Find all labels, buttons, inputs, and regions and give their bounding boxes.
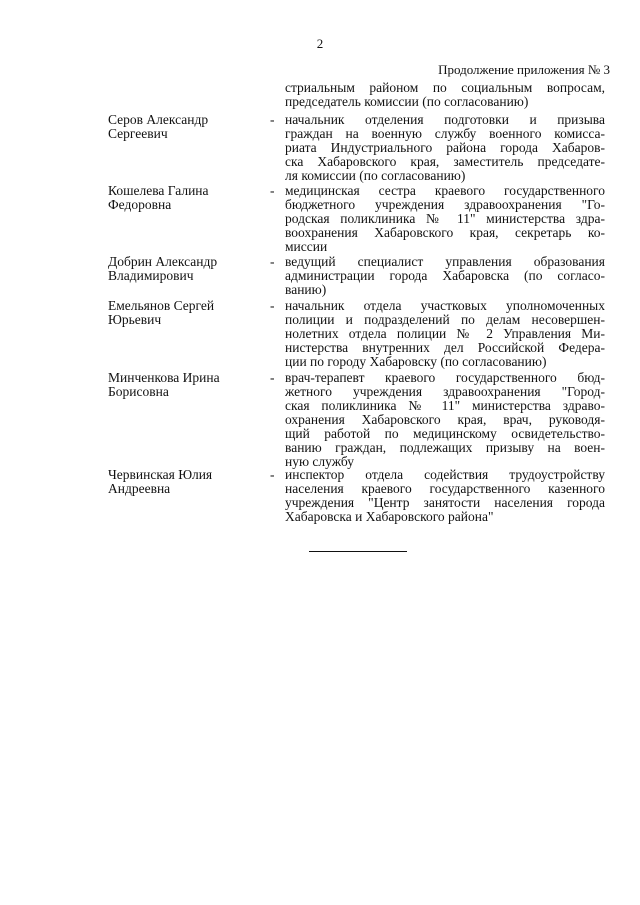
member-position-line: ванию) (285, 282, 327, 297)
member-position-line: ции по городу Хабаровску (по согласованию) (285, 354, 547, 369)
member-name-line: Кошелева Галина (108, 183, 209, 198)
member-position-line: ская поликлиника № 11" министерства здраво- (285, 398, 605, 413)
member-position-line: полиции и подразделений по делам несовершен- (285, 312, 605, 327)
member-position-line: ведущий специалист управления образования (285, 254, 605, 269)
dash-separator: - (270, 298, 275, 313)
member-name-line: Червинская Юлия (108, 467, 213, 482)
member-position-line: бюджетного учреждения здравоохранения "Го- (285, 197, 605, 212)
member-name-line: Серов Александр (108, 112, 209, 127)
member-name-line: Федоровна (108, 197, 172, 212)
continuation-title: Продолжение приложения № 3 (438, 62, 610, 77)
member-position-line: начальник отдела участковых уполномоченных (285, 298, 605, 313)
member-position-line: ванию граждан, подлежащих призыву на воен- (285, 440, 605, 455)
member-name-line: Юрьевич (108, 312, 162, 327)
member-position-line: учреждения "Центр занятости населения города (285, 495, 605, 510)
member-position-line: населения краевого государственного казенного (285, 481, 605, 496)
member-position-line: воохранения Хабаровского края, секретарь ко- (285, 225, 605, 240)
member-position-line: врач-терапевт краевого государственного бюд- (285, 370, 605, 385)
member-position-line: ля комиссии (по согласованию) (285, 168, 466, 183)
dash-separator: - (270, 467, 275, 482)
member-position-line: родская поликлиника № 11" министерства здра- (285, 211, 605, 226)
member-name-line: Владимирович (108, 268, 194, 283)
member-name-line: Сергеевич (108, 126, 168, 141)
member-position-line: граждан на военную службу военного комисса- (285, 126, 605, 141)
member-position-line: миссии (285, 239, 328, 254)
member-position-line: Хабаровска и Хабаровского района" (285, 509, 494, 524)
member-position-line: начальник отделения подготовки и призыва (285, 112, 605, 127)
member-position-line: нолетних отдела полиции № 2 Управления Ми- (285, 326, 605, 341)
member-name-line: Добрин Александр (108, 254, 218, 269)
end-rule-divider (309, 551, 407, 552)
member-position-line: ска Хабаровского края, заместитель председате- (285, 154, 605, 169)
member-position-line: администрации города Хабаровска (по согласо- (285, 268, 605, 283)
member-name-line: Борисовна (108, 384, 169, 399)
member-name-line: Андреевна (108, 481, 171, 496)
member-position-line: охранения Хабаровского края, врач, руководя- (285, 412, 605, 427)
member-position-line: медицинская сестра краевого государственного (285, 183, 605, 198)
leading-text-line: стриальным районом по социальным вопросам, (285, 80, 605, 95)
dash-separator: - (270, 183, 275, 198)
dash-separator: - (270, 112, 275, 127)
dash-separator: - (270, 370, 275, 385)
member-position-line: жетного учреждения здравоохранения "Город- (285, 384, 605, 399)
member-position-line: инспектор отдела содействия трудоустройству (285, 467, 605, 482)
member-position-line: риата Индустриального района города Хабаров- (285, 140, 605, 155)
leading-text-line: председатель комиссии (по согласованию) (285, 94, 529, 109)
member-name-line: Минченкова Ирина (108, 370, 220, 385)
member-name-line: Емельянов Сергей (108, 298, 215, 313)
member-position-line: нистерства внутренних дел Российской Федера- (285, 340, 605, 355)
page-number: 2 (316, 36, 324, 51)
member-position-line: щий работой по медицинскому освидетельство- (285, 426, 605, 441)
member-position-line: ную службу (285, 454, 354, 469)
dash-separator: - (270, 254, 275, 269)
